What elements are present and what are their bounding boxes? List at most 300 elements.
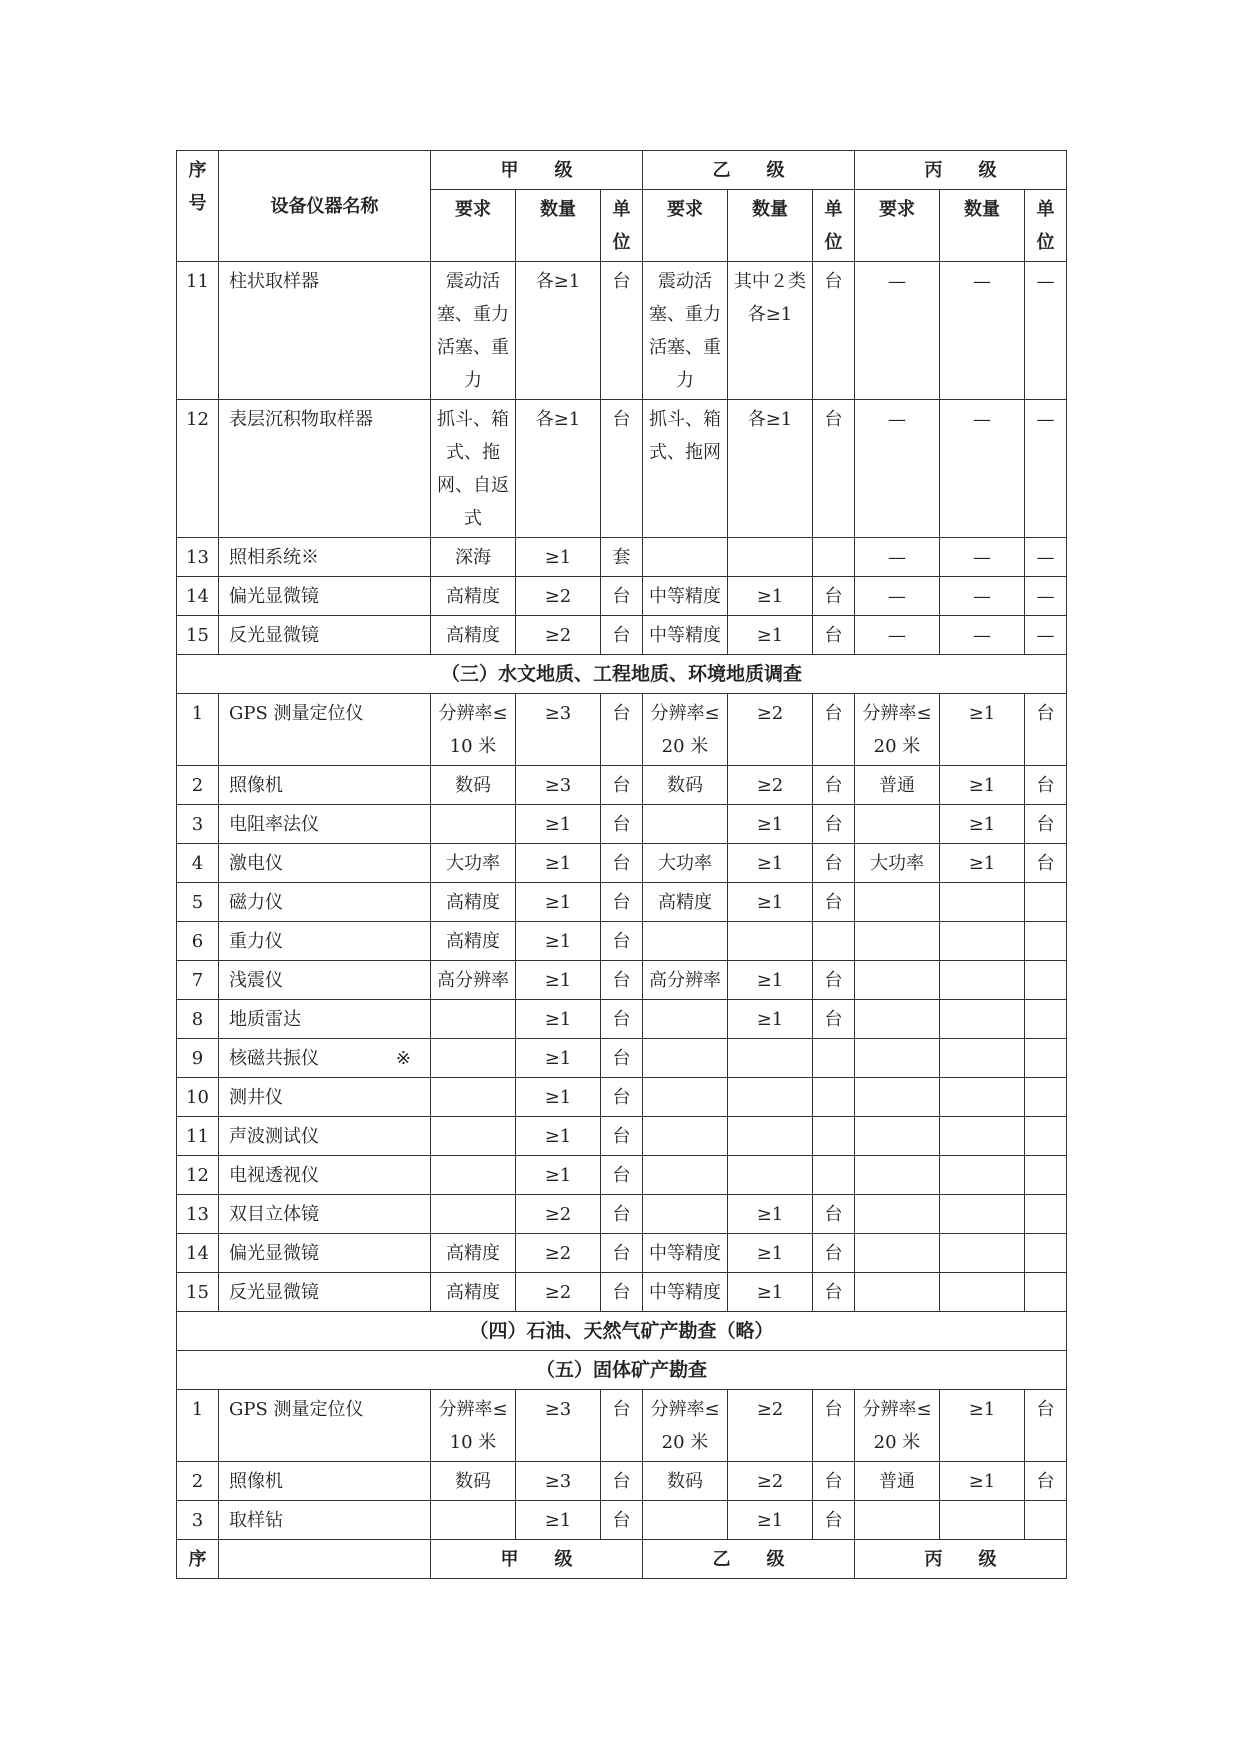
device-name: 照像机 [229,1471,283,1492]
unit-a: 台 [601,844,643,883]
quantity-b: ≥2 [728,694,813,766]
requirement-b: 中等精度 [643,577,728,616]
requirement-c [855,922,940,961]
quantity-a: ≥3 [516,766,601,805]
unit-a: 台 [601,1234,643,1273]
unit-b [813,1117,855,1156]
device-name-cell [219,694,431,766]
row-number: 3 [177,805,219,844]
unit-a: 台 [601,1462,643,1501]
requirement-a: 抓斗、箱式、拖网、自返式 [431,400,516,538]
quantity-b: ≥2 [728,766,813,805]
device-name-cell [219,577,431,616]
quantity-c [940,1117,1025,1156]
unit-b: 台 [813,1462,855,1501]
device-name-cell [219,1195,431,1234]
header-req-a: 要求 [431,190,516,262]
row-number: 11 [177,1117,219,1156]
requirement-c [855,1501,940,1540]
requirement-c: 普通 [855,1462,940,1501]
device-name-cell [219,766,431,805]
unit-c [1025,1195,1067,1234]
unit-b [813,922,855,961]
requirement-a [431,1078,516,1117]
table-row [177,1117,1067,1156]
unit-a: 台 [601,1156,643,1195]
requirement-a: 高精度 [431,1273,516,1312]
requirement-a: 高精度 [431,616,516,655]
unit-b: 台 [813,1000,855,1039]
unit-a: 台 [601,1039,643,1078]
device-name: 偏光显微镜 [229,586,319,607]
quantity-a: ≥1 [516,538,601,577]
quantity-a: ≥1 [516,1000,601,1039]
unit-c [1025,922,1067,961]
requirement-a: 震动活塞、重力活塞、重力 [431,262,516,400]
unit-b [813,1039,855,1078]
quantity-b [728,1039,813,1078]
quantity-b: ≥1 [728,1501,813,1540]
unit-b: 台 [813,1234,855,1273]
device-name: 声波测试仪 [229,1126,319,1147]
unit-a: 台 [601,766,643,805]
quantity-c [940,1078,1025,1117]
unit-a: 台 [601,694,643,766]
table-row [177,1273,1067,1312]
header-qty-a: 数量 [516,190,601,262]
table-row [177,883,1067,922]
device-name: 电阻率法仪 [229,814,319,835]
footer-seq: 序 [177,1540,219,1579]
unit-c: — [1025,577,1067,616]
requirement-c: — [855,262,940,400]
requirement-b [643,538,728,577]
device-name: 照相系统※ [229,547,319,568]
device-name: 偏光显微镜 [229,1243,319,1264]
row-number: 9 [177,1039,219,1078]
unit-c [1025,1156,1067,1195]
requirement-b: 分辨率≤20 米 [643,694,728,766]
quantity-a: ≥3 [516,694,601,766]
requirement-b: 中等精度 [643,1234,728,1273]
quantity-c: — [940,262,1025,400]
quantity-c: — [940,577,1025,616]
quantity-b [728,922,813,961]
quantity-a: ≥1 [516,1501,601,1540]
quantity-a: ≥1 [516,1156,601,1195]
row-number: 1 [177,694,219,766]
quantity-c: ≥1 [940,1462,1025,1501]
unit-a: 台 [601,961,643,1000]
row-number: 13 [177,1195,219,1234]
quantity-c: — [940,538,1025,577]
row-number: 11 [177,262,219,400]
unit-a: 台 [601,1117,643,1156]
requirement-a [431,1501,516,1540]
requirement-b [643,1039,728,1078]
header-req-c: 要求 [855,190,940,262]
unit-c [1025,1078,1067,1117]
quantity-c [940,1273,1025,1312]
requirement-c [855,1234,940,1273]
row-number: 10 [177,1078,219,1117]
unit-c: 台 [1025,694,1067,766]
unit-a: 台 [601,577,643,616]
unit-b: 台 [813,400,855,538]
quantity-b [728,1078,813,1117]
quantity-b: ≥1 [728,616,813,655]
quantity-a: ≥1 [516,961,601,1000]
requirement-b: 中等精度 [643,1273,728,1312]
unit-c: 台 [1025,805,1067,844]
section-heading-4 [177,1312,1067,1351]
device-name: 双目立体镜 [229,1204,319,1225]
requirement-c [855,883,940,922]
table-row [177,1501,1067,1540]
device-name-cell [219,922,431,961]
unit-c: 台 [1025,1390,1067,1462]
device-name-cell [219,1390,431,1462]
unit-b: 台 [813,1501,855,1540]
quantity-c [940,1234,1025,1273]
section-heading-4-title: （四）石油、天然气矿产勘查（略） [177,1312,1067,1351]
unit-b: 台 [813,961,855,1000]
quantity-b: ≥1 [728,1273,813,1312]
requirement-b: 数码 [643,766,728,805]
unit-c: — [1025,538,1067,577]
footer-grade-c: 丙 级 [855,1540,1067,1579]
unit-a: 台 [601,883,643,922]
row-number: 15 [177,616,219,655]
quantity-b: 其中２类各≥1 [728,262,813,400]
requirement-b: 分辨率≤20 米 [643,1390,728,1462]
unit-a: 台 [601,1000,643,1039]
quantity-c: ≥1 [940,766,1025,805]
footer-grade-b: 乙 级 [643,1540,855,1579]
requirement-c [855,1078,940,1117]
quantity-a: ≥3 [516,1390,601,1462]
unit-b: 台 [813,844,855,883]
unit-b: 台 [813,883,855,922]
unit-a: 台 [601,1078,643,1117]
row-number: 14 [177,577,219,616]
row-number: 13 [177,538,219,577]
device-name: 柱状取样器 [229,271,319,292]
requirement-b: 大功率 [643,844,728,883]
requirement-b [643,1078,728,1117]
header-device-name: 设备仪器名称 [219,151,431,262]
quantity-a: ≥1 [516,805,601,844]
requirement-c [855,1000,940,1039]
table-row [177,766,1067,805]
requirement-b [643,1000,728,1039]
table-row [177,844,1067,883]
table-row [177,1462,1067,1501]
unit-c: — [1025,616,1067,655]
requirement-a [431,1117,516,1156]
unit-c [1025,1000,1067,1039]
requirement-b [643,922,728,961]
unit-b: 台 [813,577,855,616]
requirement-c [855,1156,940,1195]
device-name-cell [219,961,431,1000]
table-row [177,1390,1067,1462]
row-number: 15 [177,1273,219,1312]
unit-b [813,1156,855,1195]
quantity-c: — [940,400,1025,538]
device-name-cell [219,805,431,844]
header-req-b: 要求 [643,190,728,262]
requirement-c: — [855,616,940,655]
unit-b: 台 [813,1195,855,1234]
requirement-a [431,1195,516,1234]
unit-c [1025,1501,1067,1540]
requirement-b [643,1156,728,1195]
quantity-c: — [940,616,1025,655]
row-number: 14 [177,1234,219,1273]
requirement-b [643,805,728,844]
quantity-b: ≥1 [728,883,813,922]
table-body [177,151,1067,1579]
device-name-cell [219,262,431,400]
device-name: 激电仪 [229,853,283,874]
requirement-b [643,1117,728,1156]
device-name-cell [219,1234,431,1273]
requirement-b [643,1195,728,1234]
unit-a: 台 [601,922,643,961]
device-name-cell [219,1462,431,1501]
equipment-table [176,150,1067,1579]
row-number: 1 [177,1390,219,1462]
requirement-a: 数码 [431,766,516,805]
row-number: 2 [177,1462,219,1501]
requirement-c [855,805,940,844]
device-name-cell [219,400,431,538]
table-row [177,1156,1067,1195]
requirement-a: 分辨率≤10 米 [431,694,516,766]
quantity-b [728,1117,813,1156]
table-row [177,1000,1067,1039]
requirement-b: 震动活塞、重力活塞、重力 [643,262,728,400]
device-name-cell [219,1156,431,1195]
quantity-a: ≥2 [516,616,601,655]
requirement-a: 高精度 [431,922,516,961]
row-number: 12 [177,1156,219,1195]
requirement-a: 高精度 [431,883,516,922]
device-name-cell [219,538,431,577]
quantity-c [940,1501,1025,1540]
unit-c: — [1025,262,1067,400]
quantity-b: ≥1 [728,844,813,883]
quantity-c: ≥1 [940,805,1025,844]
quantity-b: ≥1 [728,961,813,1000]
row-number: 6 [177,922,219,961]
requirement-c [855,1195,940,1234]
section-heading-5-title: （五）固体矿产勘查 [177,1351,1067,1390]
device-name: 重力仪 [229,931,283,952]
unit-a: 台 [601,1501,643,1540]
unit-a: 台 [601,1390,643,1462]
requirement-a: 深海 [431,538,516,577]
unit-b: 台 [813,766,855,805]
header-qty-b: 数量 [728,190,813,262]
requirement-c [855,961,940,1000]
unit-c [1025,961,1067,1000]
quantity-a: ≥2 [516,577,601,616]
header-grade-b: 乙 级 [643,151,855,190]
unit-a: 套 [601,538,643,577]
requirement-b: 高精度 [643,883,728,922]
device-name: GPS 测量定位仪 [229,703,364,724]
table-row [177,577,1067,616]
section-heading-3 [177,655,1067,694]
requirement-a [431,1039,516,1078]
header-grade-a: 甲 级 [431,151,643,190]
quantity-a: ≥1 [516,1078,601,1117]
unit-c [1025,1273,1067,1312]
requirement-b: 数码 [643,1462,728,1501]
unit-b [813,1078,855,1117]
header-seq: 序号 [177,151,219,262]
document-page [176,150,1067,1579]
row-number: 12 [177,400,219,538]
requirement-a [431,805,516,844]
unit-b: 台 [813,1273,855,1312]
unit-c [1025,883,1067,922]
device-name: 浅震仪 [229,970,283,991]
table-row [177,616,1067,655]
row-number: 5 [177,883,219,922]
quantity-b: ≥1 [728,1000,813,1039]
quantity-c [940,922,1025,961]
requirement-a: 高分辨率 [431,961,516,1000]
requirement-a: 分辨率≤10 米 [431,1390,516,1462]
requirement-b: 高分辨率 [643,961,728,1000]
device-name: 测井仪 [229,1087,283,1108]
row-number: 4 [177,844,219,883]
quantity-b: ≥1 [728,1195,813,1234]
quantity-c [940,1000,1025,1039]
quantity-a: ≥1 [516,844,601,883]
requirement-a [431,1000,516,1039]
quantity-c [940,883,1025,922]
unit-b: 台 [813,694,855,766]
table-row [177,805,1067,844]
table-row [177,1078,1067,1117]
footer-blank [219,1540,431,1579]
header-unit-a: 单位 [601,190,643,262]
row-number: 8 [177,1000,219,1039]
unit-b: 台 [813,616,855,655]
quantity-b: ≥2 [728,1390,813,1462]
quantity-b: ≥1 [728,805,813,844]
requirement-c: 分辨率≤20 米 [855,694,940,766]
quantity-a: ≥2 [516,1195,601,1234]
quantity-c [940,1156,1025,1195]
device-name-cell [219,1273,431,1312]
requirement-c: 分辨率≤20 米 [855,1390,940,1462]
requirement-a: 大功率 [431,844,516,883]
quantity-a: 各≥1 [516,262,601,400]
quantity-a: ≥2 [516,1273,601,1312]
requirement-b: 中等精度 [643,616,728,655]
unit-a: 台 [601,400,643,538]
device-name-cell [219,1078,431,1117]
quantity-c [940,1195,1025,1234]
requirement-a: 数码 [431,1462,516,1501]
requirement-c [855,1039,940,1078]
unit-c: 台 [1025,766,1067,805]
device-name: GPS 测量定位仪 [229,1399,364,1420]
quantity-a: ≥1 [516,1039,601,1078]
requirement-a: 高精度 [431,1234,516,1273]
device-name: 取样钻 [229,1510,283,1531]
table-row [177,694,1067,766]
quantity-a: 各≥1 [516,400,601,538]
table-row [177,538,1067,577]
unit-b: 台 [813,805,855,844]
requirement-b: 抓斗、箱式、拖网 [643,400,728,538]
table-row [177,961,1067,1000]
header-row-grades [177,151,1067,190]
device-name-cell [219,1000,431,1039]
row-number: 2 [177,766,219,805]
quantity-b [728,538,813,577]
quantity-c: ≥1 [940,694,1025,766]
unit-c [1025,1039,1067,1078]
quantity-b: ≥2 [728,1462,813,1501]
table-row [177,1234,1067,1273]
unit-a: 台 [601,262,643,400]
quantity-a: ≥3 [516,1462,601,1501]
unit-a: 台 [601,805,643,844]
device-name: 核磁共振仪 [229,1048,319,1069]
requirement-c: — [855,577,940,616]
section-heading-5 [177,1351,1067,1390]
unit-c: 台 [1025,844,1067,883]
requirement-c [855,1273,940,1312]
quantity-a: ≥1 [516,883,601,922]
device-name: 磁力仪 [229,892,283,913]
device-name-cell [219,844,431,883]
quantity-a: ≥1 [516,922,601,961]
quantity-b: ≥1 [728,1234,813,1273]
quantity-c [940,961,1025,1000]
row-number: 7 [177,961,219,1000]
device-name-cell [219,616,431,655]
quantity-c: ≥1 [940,844,1025,883]
footer-grade-a: 甲 级 [431,1540,643,1579]
table-row [177,262,1067,400]
quantity-b: ≥1 [728,577,813,616]
header-unit-c: 单位 [1025,190,1067,262]
requirement-c: 大功率 [855,844,940,883]
device-name: 反光显微镜 [229,1282,319,1303]
device-name-cell [219,883,431,922]
footer-header-row [177,1540,1067,1579]
table-row [177,1195,1067,1234]
unit-b [813,538,855,577]
device-name-cell [219,1039,431,1078]
table-row [177,922,1067,961]
device-name-cell [219,1501,431,1540]
unit-c [1025,1234,1067,1273]
requirement-c [855,1117,940,1156]
table-row [177,400,1067,538]
row-number: 3 [177,1501,219,1540]
header-grade-c: 丙 级 [855,151,1067,190]
device-name: 表层沉积物取样器 [229,409,373,430]
